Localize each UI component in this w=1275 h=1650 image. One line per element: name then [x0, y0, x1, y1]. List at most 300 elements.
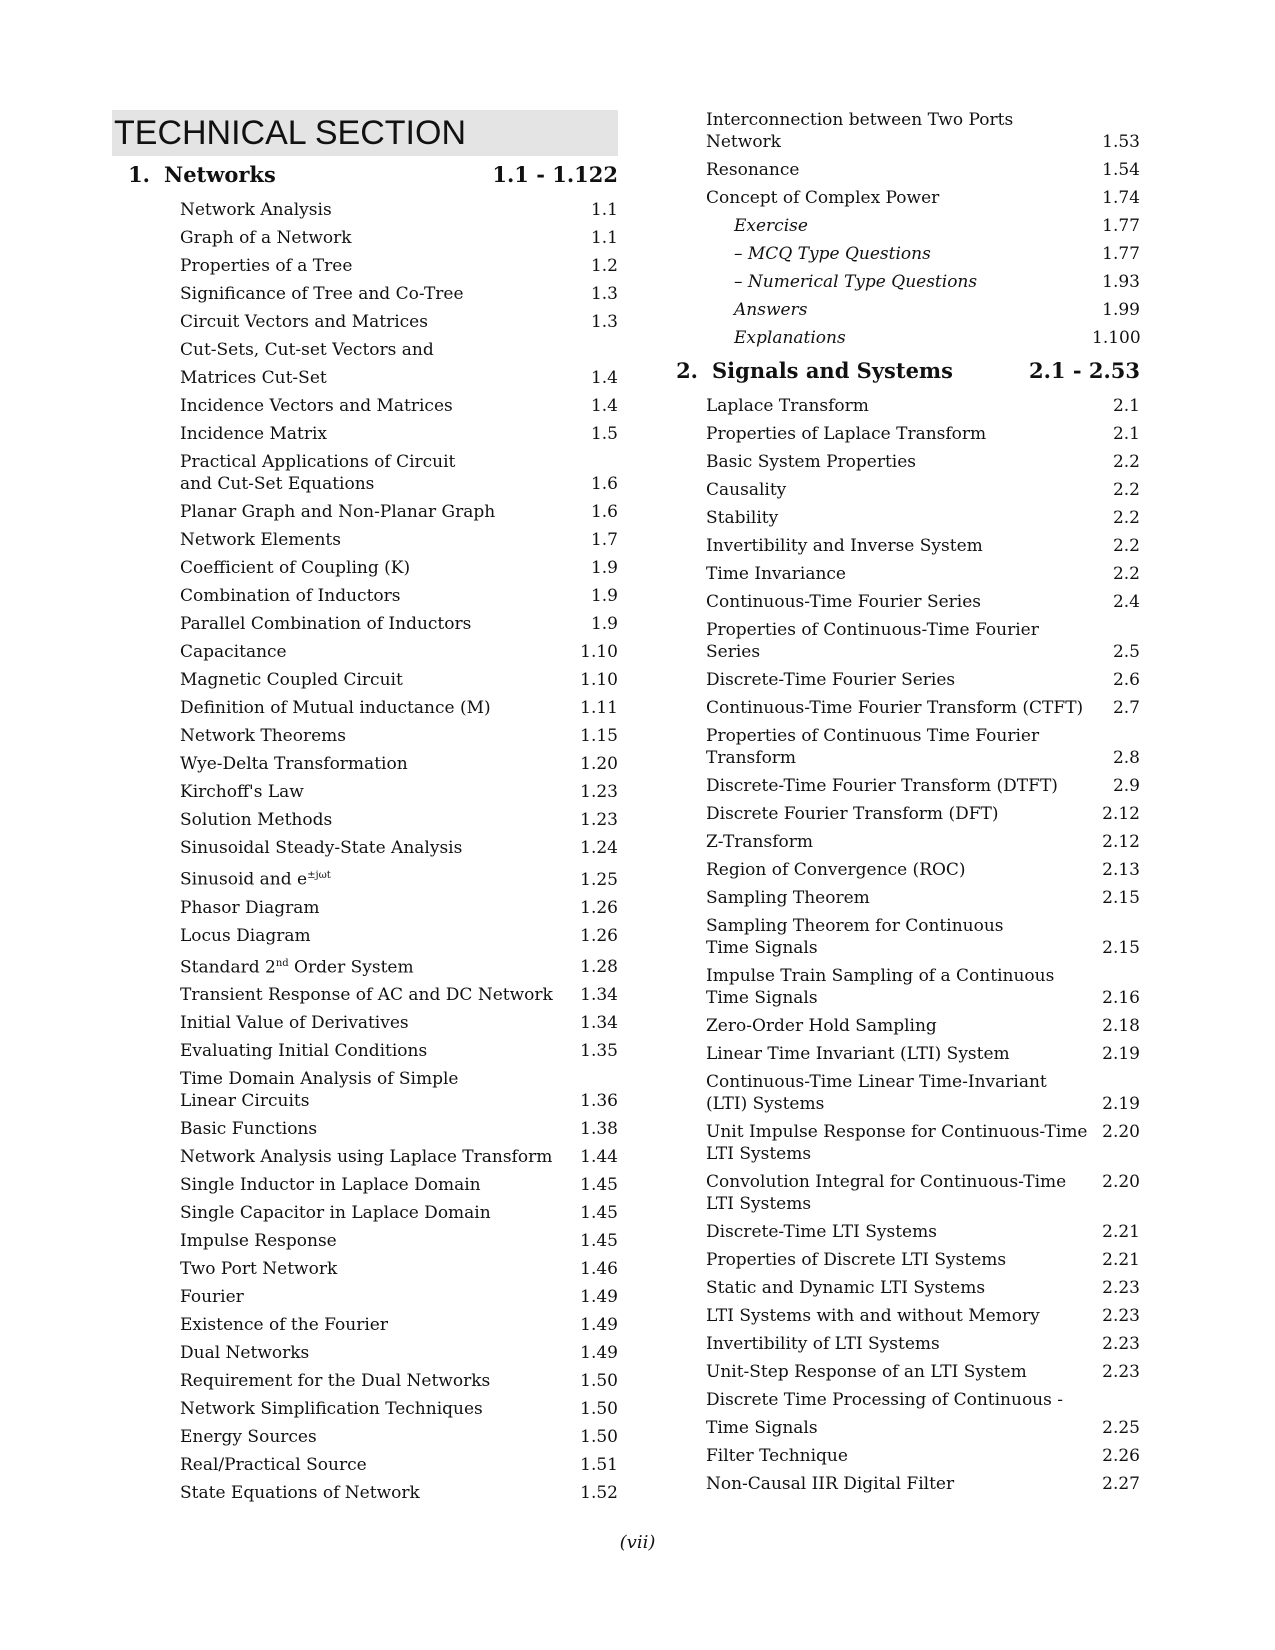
toc-entry[interactable] [660, 324, 1140, 352]
toc-entry-title [706, 535, 1092, 557]
toc-entry[interactable] [112, 1037, 618, 1065]
toc-entry-text: Zero-Order Hold Sampling [706, 1016, 937, 1036]
toc-entry-title [180, 925, 570, 947]
chapter-title: Networks [164, 162, 276, 187]
toc-entry-text: Exercise [734, 216, 808, 236]
toc-entry-title [706, 451, 1092, 473]
toc-entry[interactable] [660, 800, 1140, 828]
toc-entry-page: 1.50 [580, 1427, 618, 1448]
toc-entry[interactable] [660, 1470, 1140, 1498]
toc-entry[interactable] [660, 666, 1140, 694]
toc-entry[interactable] [112, 1451, 618, 1479]
toc-entry-text: Static and Dynamic LTI Systems [706, 1278, 986, 1298]
toc-entry[interactable] [112, 1171, 618, 1199]
toc-entry-superscript: nd [275, 957, 289, 969]
toc-entry-page: 1.25 [580, 869, 618, 890]
toc-entry-title [706, 187, 1092, 209]
toc-entry-title [180, 1012, 570, 1034]
toc-entry-text: Sampling Theorem for Continuous Time Signals [706, 916, 1004, 958]
chapter-2-heading[interactable] [660, 358, 1140, 392]
toc-entry-text: Convolution Integral for Continuous-Time LTI Systems [706, 1172, 1067, 1214]
toc-entry-title [180, 953, 570, 979]
toc-entry-title [180, 311, 570, 333]
toc-entry-title [706, 215, 1092, 237]
toc-entry-text: Time Signals [706, 1418, 818, 1438]
toc-entry-page: 2.18 [1102, 1016, 1140, 1036]
toc-entry-text: Single Inductor in Laplace Domain [180, 1175, 481, 1196]
toc-right-column [660, 106, 1140, 1498]
toc-entry[interactable] [660, 722, 1140, 772]
toc-entry[interactable] [112, 224, 618, 252]
toc-entry[interactable] [660, 184, 1140, 212]
toc-entry[interactable] [660, 268, 1140, 296]
toc-entry-title [706, 327, 1092, 349]
toc-entry-page: 1.23 [580, 810, 618, 830]
toc-entry-text: Basic Functions [180, 1119, 318, 1140]
toc-entry-title [180, 339, 570, 361]
toc-entry-page: 1.44 [580, 1147, 618, 1168]
toc-entry-page: 1.35 [580, 1041, 618, 1062]
toc-entry-page: 1.74 [1102, 188, 1140, 208]
toc-entry-text: Discrete Fourier Transform (DFT) [706, 804, 999, 824]
toc-entry[interactable] [112, 1395, 618, 1423]
toc-entry-title [706, 619, 1092, 663]
toc-entry-page: 2.9 [1112, 776, 1140, 796]
toc-entry[interactable] [660, 1218, 1140, 1246]
toc-entry[interactable] [660, 240, 1140, 268]
toc-entry-title [706, 669, 1092, 691]
toc-entry-text-suffix: Order System [288, 957, 414, 978]
toc-entry-title [706, 1121, 1092, 1165]
toc-entry-title [706, 563, 1092, 585]
toc-entry-page: 1.45 [580, 1203, 618, 1224]
toc-entry-page: 2.2 [1112, 564, 1140, 584]
toc-entry-title [706, 965, 1092, 1009]
toc-entry[interactable] [660, 856, 1140, 884]
toc-entry-text: Network Simplification Techniques [180, 1399, 483, 1420]
toc-entry-page: 1.77 [1102, 216, 1140, 236]
toc-entry[interactable] [112, 392, 618, 420]
toc-entry-page: 2.1 [1112, 396, 1140, 416]
toc-entry-text: Properties of Discrete LTI Systems [706, 1250, 1007, 1270]
toc-entry[interactable] [112, 196, 618, 224]
toc-entry-title [706, 1015, 1092, 1037]
toc-entry-page: 2.2 [1112, 452, 1140, 472]
toc-entry-text: Linear Time Invariant (LTI) System [706, 1044, 1010, 1064]
toc-entry[interactable] [660, 560, 1140, 588]
toc-entry-page: 2.4 [1112, 592, 1140, 612]
toc-entry-text: Discrete-Time Fourier Series [706, 670, 956, 690]
toc-entry-page: 2.16 [1102, 988, 1140, 1008]
toc-entry-page: 1.50 [580, 1399, 618, 1420]
toc-entry[interactable] [660, 1246, 1140, 1274]
toc-entry-page: 1.34 [580, 985, 618, 1006]
toc-entry[interactable] [660, 1012, 1140, 1040]
toc-entry-text: Network Analysis [180, 200, 332, 220]
toc-entry[interactable] [112, 638, 618, 666]
toc-entry-title [180, 1146, 570, 1168]
toc-entry[interactable] [660, 1358, 1140, 1386]
toc-entry[interactable] [660, 1168, 1140, 1218]
toc-entry-page: 1.15 [580, 726, 618, 746]
toc-entry-text: Time Domain Analysis of Simple Linear Circuits [180, 1069, 459, 1112]
toc-entry[interactable] [112, 806, 618, 834]
toc-entry-title [180, 1454, 570, 1476]
toc-entry-text: Discrete-Time Fourier Transform (DTFT) [706, 776, 1058, 796]
toc-entry-page: 1.3 [590, 284, 618, 304]
toc-entry-title [706, 479, 1092, 501]
toc-entry[interactable] [660, 962, 1140, 1012]
toc-entry-title [706, 1305, 1092, 1327]
toc-entry[interactable] [112, 950, 618, 982]
chapter-page-range: 2.1 - 2.53 [1028, 358, 1140, 383]
toc-entry-text: Wye-Delta Transformation [180, 754, 408, 774]
toc-entry-text: Planar Graph and Non-Planar Graph [180, 502, 496, 522]
chapter-2-entries [660, 392, 1140, 1498]
toc-entry[interactable] [112, 308, 618, 336]
toc-entry-text: Capacitance [180, 642, 287, 662]
toc-entry-title [706, 859, 1092, 881]
toc-entry-text: Continuous-Time Fourier Series [706, 592, 982, 612]
toc-entry[interactable] [660, 1330, 1140, 1358]
toc-entry[interactable] [112, 420, 618, 448]
toc-entry-text: Kirchoff's Law [180, 782, 304, 802]
toc-entry-text: Basic System Properties [706, 452, 917, 472]
toc-entry-page: 2.27 [1102, 1474, 1140, 1494]
toc-entry[interactable] [112, 778, 618, 806]
toc-entry[interactable] [112, 1255, 618, 1283]
toc-entry-text: Definition of Mutual inductance (M) [180, 698, 491, 718]
toc-entry[interactable] [660, 1302, 1140, 1330]
toc-entry-page: 1.23 [580, 782, 618, 802]
chapter-1-entries [112, 196, 618, 1507]
toc-entry[interactable] [112, 252, 618, 280]
toc-entry-page: 1.1 [590, 200, 618, 220]
toc-entry-title [180, 1370, 570, 1392]
toc-entry[interactable] [112, 1199, 618, 1227]
toc-entry[interactable] [660, 1118, 1140, 1168]
toc-entry-text: Continuous-Time Fourier Transform (CTFT) [706, 698, 1084, 718]
toc-entry-text: Properties of a Tree [180, 256, 353, 276]
toc-entry-text: Practical Applications of Circuit and Cut-Set Equations [180, 452, 456, 494]
toc-entry[interactable] [660, 694, 1140, 722]
toc-entry-text: Impulse Response [180, 1231, 337, 1252]
chapter-number: 1. [128, 162, 150, 187]
toc-entry-text: Explanations [734, 328, 846, 348]
toc-entry[interactable] [660, 1068, 1140, 1118]
toc-entry-page: 1.26 [580, 897, 618, 918]
toc-entry-page: 2.20 [1102, 1172, 1140, 1192]
toc-entry-title [706, 109, 1092, 153]
toc-entry-title [706, 915, 1092, 959]
toc-entry[interactable] [112, 1065, 618, 1115]
toc-entry-title [180, 1174, 570, 1196]
toc-entry-text: Single Capacitor in Laplace Domain [180, 1203, 491, 1224]
toc-entry-title [706, 887, 1092, 909]
toc-entry-title [180, 1040, 570, 1062]
toc-entry-page: 1.49 [580, 1287, 618, 1308]
toc-entry-title [706, 1249, 1092, 1271]
toc-entry-page: 1.54 [1102, 160, 1140, 180]
toc-entry-text: Solution Methods [180, 810, 333, 830]
toc-entry-title [180, 1230, 570, 1252]
toc-entry-text: Energy Sources [180, 1427, 317, 1448]
toc-entry[interactable] [112, 448, 618, 498]
toc-entry[interactable] [112, 1311, 618, 1339]
toc-entry[interactable] [660, 912, 1140, 962]
toc-entry[interactable] [660, 884, 1140, 912]
toc-entry[interactable] [660, 1414, 1140, 1442]
toc-entry[interactable] [660, 476, 1140, 504]
toc-entry-page: 2.6 [1112, 670, 1140, 690]
toc-entry-title [706, 1043, 1092, 1065]
toc-entry-page: 1.36 [580, 1091, 618, 1112]
toc-entry-title [180, 557, 570, 579]
toc-entry-text: Properties of Continuous Time Fourier Transform [706, 726, 1040, 768]
toc-entry-text: Matrices Cut-Set [180, 368, 327, 388]
toc-entry-text: Unit Impulse Response for Continuous-Time LTI Systems [706, 1122, 1088, 1164]
toc-entry-title [180, 451, 570, 495]
toc-entry-title [706, 1417, 1092, 1439]
toc-entry[interactable] [660, 828, 1140, 856]
toc-entry-title [180, 809, 570, 831]
toc-entry-page: 2.5 [1112, 642, 1140, 662]
toc-entry[interactable] [660, 772, 1140, 800]
toc-entry-title [706, 1333, 1092, 1355]
toc-entry[interactable] [112, 582, 618, 610]
toc-entry-page: 1.50 [580, 1371, 618, 1392]
toc-entry-page: 1.100 [1092, 328, 1141, 348]
toc-entry[interactable] [112, 1009, 618, 1037]
toc-entry[interactable] [112, 336, 618, 364]
toc-entry[interactable] [112, 694, 618, 722]
toc-entry-text: Stability [706, 508, 779, 528]
toc-entry-page: 2.20 [1102, 1122, 1140, 1142]
toc-entry[interactable] [112, 364, 618, 392]
toc-entry-title [706, 299, 1092, 321]
chapter-page-range: 1.1 - 1.122 [492, 162, 618, 187]
toc-entry-page: 1.11 [580, 698, 618, 718]
toc-entry[interactable] [112, 666, 618, 694]
toc-entry[interactable] [660, 296, 1140, 324]
toc-entry[interactable] [112, 1479, 618, 1507]
toc-entry-text: Sinusoidal Steady-State Analysis [180, 838, 463, 858]
toc-entry-page: 1.20 [580, 754, 618, 774]
toc-entry-text: Laplace Transform [706, 396, 869, 416]
toc-entry-text: Coefficient of Coupling (K) [180, 558, 411, 578]
toc-entry[interactable] [660, 420, 1140, 448]
toc-entry-title [180, 227, 570, 249]
toc-entry[interactable] [112, 1227, 618, 1255]
toc-entry-title [180, 1314, 570, 1336]
toc-entry[interactable] [660, 1274, 1140, 1302]
toc-entry-text: Circuit Vectors and Matrices [180, 312, 428, 332]
toc-entry-title [180, 1482, 570, 1504]
toc-entry-page: 1.93 [1102, 272, 1140, 292]
toc-entry-page: 2.8 [1112, 748, 1140, 768]
toc-entry[interactable] [112, 862, 618, 894]
toc-entry[interactable] [112, 498, 618, 526]
toc-entry-title [706, 831, 1092, 853]
toc-entry[interactable] [660, 616, 1140, 666]
toc-entry-page: 2.13 [1102, 860, 1140, 880]
toc-entry-title [180, 725, 570, 747]
toc-entry-text: Sampling Theorem [706, 888, 870, 908]
toc-entry-page: 2.15 [1102, 888, 1140, 908]
toc-entry-title [180, 1118, 570, 1140]
toc-entry-page: 2.1 [1112, 424, 1140, 444]
toc-entry-text: Combination of Inductors [180, 586, 401, 606]
toc-entry[interactable] [112, 722, 618, 750]
toc-entry-title [706, 243, 1092, 265]
toc-entry[interactable] [112, 1339, 618, 1367]
toc-entry-page: 1.9 [590, 586, 618, 606]
toc-entry-title [706, 1071, 1092, 1115]
toc-entry-title [706, 775, 1092, 797]
toc-entry-title [180, 1258, 570, 1280]
toc-entry-title [706, 395, 1092, 417]
toc-entry-text: Impulse Train Sampling of a Continuous Time Signals [706, 966, 1055, 1008]
toc-entry-page: 2.23 [1102, 1278, 1140, 1298]
toc-entry-title [706, 1473, 1092, 1495]
toc-entry-page: 2.12 [1102, 832, 1140, 852]
toc-entry-text: Real/Practical Source [180, 1455, 367, 1476]
toc-entry-text: Concept of Complex Power [706, 188, 940, 208]
toc-entry-superscript: ±jωt [307, 870, 331, 881]
toc-entry-text: Properties of Laplace Transform [706, 424, 987, 444]
toc-entry-page: 2.26 [1102, 1446, 1140, 1466]
chapter-1-heading[interactable] [112, 162, 618, 196]
toc-entry-page: 1.9 [590, 558, 618, 578]
toc-entry[interactable] [660, 106, 1140, 156]
toc-entry-text: Transient Response of AC and DC Network [180, 985, 553, 1006]
toc-entry-text: Time Invariance [706, 564, 846, 584]
toc-entry-title [180, 255, 570, 277]
toc-entry-page: 1.34 [580, 1013, 618, 1034]
toc-entry[interactable] [112, 981, 618, 1009]
toc-entry-title [706, 507, 1092, 529]
toc-entry-text: Standard 2 [180, 957, 276, 978]
toc-entry[interactable] [660, 156, 1140, 184]
toc-entry[interactable] [112, 922, 618, 950]
toc-entry-text: Network Elements [180, 530, 341, 550]
toc-entry-title [180, 283, 570, 305]
toc-entry-text: Z-Transform [706, 832, 813, 852]
toc-entry[interactable] [112, 750, 618, 778]
toc-entry-text: Incidence Matrix [180, 424, 328, 444]
toc-entry-page: 1.45 [580, 1175, 618, 1196]
toc-entry-title [706, 1361, 1092, 1383]
toc-entry[interactable] [112, 834, 618, 862]
toc-entry[interactable] [112, 610, 618, 638]
toc-entry-title [180, 753, 570, 775]
toc-entry[interactable] [660, 504, 1140, 532]
toc-entry[interactable] [112, 280, 618, 308]
toc-entry-page: 2.23 [1102, 1306, 1140, 1326]
toc-entry-title [706, 423, 1092, 445]
toc-entry-text: Magnetic Coupled Circuit [180, 670, 403, 690]
toc-entry-title [180, 1068, 570, 1112]
toc-entry-text: Non-Causal IIR Digital Filter [706, 1474, 955, 1494]
toc-entry-text: Significance of Tree and Co-Tree [180, 284, 464, 304]
toc-entry-page: 1.53 [1102, 132, 1140, 152]
toc-entry-title [180, 1202, 570, 1224]
toc-entry-title [180, 697, 570, 719]
toc-entry-text: – MCQ Type Questions [734, 244, 931, 264]
toc-entry-page: 1.77 [1102, 244, 1140, 264]
toc-entry-text: Two Port Network [180, 1259, 338, 1280]
toc-entry-title [706, 1277, 1092, 1299]
toc-entry-text: LTI Systems with and without Memory [706, 1306, 1040, 1326]
toc-entry[interactable] [660, 1386, 1140, 1414]
toc-entry-page: 1.6 [590, 474, 618, 494]
toc-entry-title [706, 271, 1092, 293]
toc-entry-page: 2.15 [1102, 938, 1140, 958]
toc-entry[interactable] [112, 526, 618, 554]
toc-entry-page: 1.2 [590, 256, 618, 276]
toc-entry-text: Unit-Step Response of an LTI System [706, 1362, 1027, 1382]
toc-entry-page: 1.26 [580, 925, 618, 946]
toc-entry-title [180, 395, 570, 417]
toc-entry-title [180, 1398, 570, 1420]
toc-entry-title [180, 423, 570, 445]
chapter-number: 2. [676, 358, 698, 383]
toc-entry[interactable] [660, 1040, 1140, 1068]
toc-entry-text: Causality [706, 480, 787, 500]
toc-entry-text: Requirement for the Dual Networks [180, 1371, 491, 1392]
toc-entry-page: 1.99 [1102, 300, 1140, 320]
toc-entry-page: 2.2 [1112, 480, 1140, 500]
toc-entry[interactable] [112, 1367, 618, 1395]
toc-entry[interactable] [660, 212, 1140, 240]
toc-entry-page: 1.6 [590, 502, 618, 522]
toc-entry-title [180, 1426, 570, 1448]
toc-entry[interactable] [660, 1442, 1140, 1470]
toc-entry[interactable] [660, 392, 1140, 420]
toc-entry[interactable] [660, 588, 1140, 616]
toc-entry[interactable] [112, 554, 618, 582]
toc-entry-page: 1.10 [580, 642, 618, 662]
toc-entry[interactable] [112, 894, 618, 922]
toc-entry-text: Filter Technique [706, 1446, 848, 1466]
toc-entry-page: 1.3 [590, 312, 618, 332]
toc-entry-page: 1.4 [590, 396, 618, 416]
toc-entry-title [180, 669, 570, 691]
toc-entry-page: 1.38 [580, 1119, 618, 1140]
toc-entry-title [706, 803, 1092, 825]
toc-entry-text: Existence of the Fourier [180, 1315, 388, 1336]
toc-entry[interactable] [112, 1423, 618, 1451]
toc-entry-text: Dual Networks [180, 1343, 310, 1364]
toc-entry-page: 2.2 [1112, 536, 1140, 556]
toc-entry-text: Invertibility and Inverse System [706, 536, 983, 556]
toc-entry-title [706, 697, 1092, 719]
toc-entry-page: 2.2 [1112, 508, 1140, 528]
toc-entry-text: Evaluating Initial Conditions [180, 1041, 428, 1062]
toc-entry[interactable] [660, 532, 1140, 560]
toc-left-column [112, 110, 618, 1507]
toc-entry[interactable] [660, 448, 1140, 476]
toc-entry-page: 1.4 [590, 368, 618, 388]
toc-entry[interactable] [112, 1115, 618, 1143]
toc-entry[interactable] [112, 1283, 618, 1311]
toc-entry[interactable] [112, 1143, 618, 1171]
toc-entry-text: Network Theorems [180, 726, 346, 746]
toc-entry-text: Properties of Continuous-Time Fourier Series [706, 620, 1039, 662]
toc-entry-text: Incidence Vectors and Matrices [180, 396, 453, 416]
toc-entry-page: 1.49 [580, 1343, 618, 1364]
toc-entry-text: Sinusoid and e [180, 869, 308, 890]
